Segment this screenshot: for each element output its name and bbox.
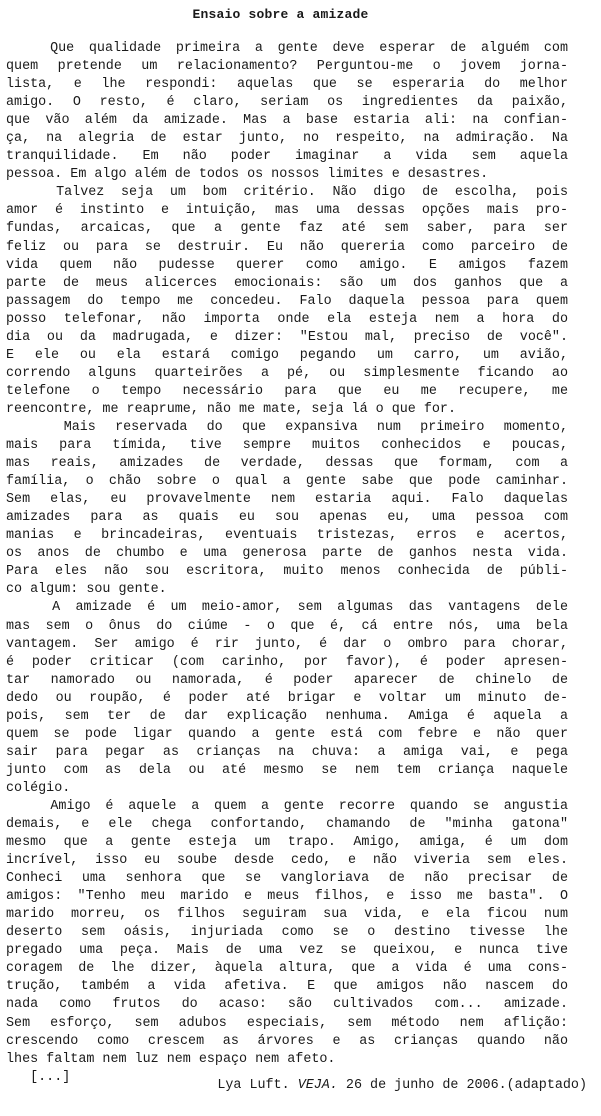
text-line: pessoa. Em algo além de todos os nossos limites e desastres. [6, 167, 489, 183]
text-line: vantagem. Ser amigo é rir junto, é dar o ombro para chorar, [6, 636, 568, 652]
text-line: amizades para as quais eu sou apenas eu, uma pessoa com [6, 510, 568, 526]
text-line: amigo. O resto, é claro, seriam os ingredientes da paixão, [6, 95, 568, 111]
document-title: Ensaio sobre a amizade [192, 7, 369, 22]
text-line: parte de meus alicerces emocionais: são um dos ganhos que a [6, 275, 568, 291]
citation-author: Lya Luft. [217, 1078, 290, 1093]
text-line: família, o chão sobre o qual a gente sabe que pode caminhar. [6, 474, 568, 490]
text-line: [...] [6, 1069, 71, 1085]
text-line: Que qualidade primeira a gente deve esperar de alguém com [50, 41, 568, 56]
text-line: lhes faltam nem luz nem espaço nem afeto. [6, 1051, 336, 1067]
text-line: feliz ou para se destruir. Eu não quereria como parceiro de [6, 239, 568, 255]
text-line: telefone o tempo necessário para que eu me recupere, me [6, 383, 568, 399]
text-line: Sem esforço, sem adubos especiais, sem método nem aflição: [6, 1015, 568, 1031]
citation-publication: VEJA. [297, 1078, 338, 1093]
essay-body [6, 40, 568, 1087]
text-line: lista, e lhe respondi: aquelas que se esperaria do melhor [6, 77, 568, 93]
text-line: mas reais, amizades de verdade, dessas que formam, com a [6, 456, 568, 472]
text-line: correndo alguns quarteirões a pé, ou simplesmente ficando ao [6, 365, 568, 381]
text-line: pois, sem ter de dar explicação nenhuma. Amiga é aquela a [6, 708, 568, 724]
source-citation [217, 1077, 587, 1095]
text-line: demais, e ele chega confortando, chamando de "minha gatona" [6, 817, 568, 833]
text-line: junto com as dela ou até mesmo se nem tem criança naquele [6, 762, 568, 778]
text-line: crescendo como crescem as árvores e as crianças quando não [6, 1033, 568, 1049]
text-line: mais para tímida, tive sempre muitos conhecidos e poucas, [6, 438, 568, 454]
text-line: E ele ou ela estará comigo pegando um carro, um avião, [6, 347, 568, 363]
text-line: A amizade é um meio-amor, sem algumas das vantagens dele [52, 600, 568, 616]
text-line: deserto sem oásis, injuriada como se o destino tivesse lhe [6, 925, 568, 941]
text-line: Conheci uma senhora que se vangloriava de não precisar de [6, 871, 568, 887]
text-line: Para eles não sou escritora, muito menos conhecida de públi- [6, 564, 568, 580]
text-line: amor é instinto e intuição, mas uma dessas opções mais pro- [6, 203, 568, 219]
text-line: coragem de lhe dizer, àquela altura, que a vida é uma cons- [6, 961, 568, 977]
text-line: tranquilidade. Em não poder imaginar a vida sem aquela [6, 149, 568, 165]
text-line: Sem elas, eu provavelmente nem estaria aqui. Falo daquelas [6, 492, 568, 508]
citation-date: 26 de junho de 2006.(adaptado) [345, 1078, 587, 1093]
text-line: os anos de chumbo e uma generosa parte de ganhos nesta vida. [6, 546, 568, 562]
text-line: trução, também a vida afetiva. E que amigos não nascem do [6, 979, 568, 995]
text-line: Mais reservada do que expansiva num primeiro momento, [63, 419, 568, 435]
text-line: vida quem não pudesse querer como amigo. E amigos fazem [6, 257, 568, 273]
text-line: marido morreu, os filhos seguiram sua vida, e ela ficou num [6, 907, 568, 923]
text-line: colégio. [6, 780, 71, 796]
text-line: mesmo que a gente esteja um trapo. Amigo, amiga, é um dom [6, 835, 568, 851]
text-line: mas sem o ônus do ciúme - o que é, cá entre nós, uma bela [6, 618, 568, 634]
text-line: tar namorado ou namorada, é poder aparecer de chinelo de [6, 672, 568, 688]
text-line: sair para pegar as crianças na chuva: a amiga vai, e pega [6, 744, 568, 760]
text-line: posso telefonar, não importa onde ela esteja nem a hora do [6, 311, 568, 327]
text-line: fundas, arcaicas, que a gente faz até sem saber, para ser [6, 221, 568, 237]
text-line: Amigo é aquele a quem a gente recorre quando se angustia [50, 798, 568, 814]
text-line: amigos: "Tenho meu marido e meus filhos, e isso me basta". O [6, 889, 568, 905]
text-line: dia ou da madrugada, e dizer: "Estou mal, preciso de você". [6, 329, 568, 345]
text-line: co algum: sou gente. [6, 582, 167, 598]
text-line: incrível, isso eu soube desde cedo, e não viveria sem eles. [6, 853, 568, 869]
text-line: quem pretende um relacionamento? Perguntou-me o jovem jorna- [6, 59, 568, 75]
text-line: é poder criticar (com carinho, por favor), é poder apresen- [6, 654, 568, 670]
text-line: reencontre, me reaprume, não me mate, seja lá o que for. [6, 401, 456, 417]
text-line: quem se pode ligar quando a gente está com febre e não quer [6, 726, 568, 742]
text-line: pregado uma peça. Mais de uma vez se queixou, e nunca tive [6, 943, 568, 959]
text-line: dedo ou roupão, é poder até brigar e voltar um minuto de- [6, 690, 568, 706]
text-line: nada como frutos do acaso: são cultivados com... amizade. [6, 997, 568, 1013]
text-line: ça, na alegria de estar junto, no respeito, na admiração. Na [6, 131, 568, 147]
text-line: passagem do tempo me concedeu. Falo daquela pessoa para quem [6, 293, 568, 309]
text-line: que vão além da amizade. Mas a base estaria ali: na confian- [6, 113, 568, 129]
text-line: manias e brincadeiras, eventuais tristezas, erros e acertos, [6, 528, 568, 544]
text-line: Talvez seja um bom critério. Não digo de escolha, pois [56, 185, 568, 201]
